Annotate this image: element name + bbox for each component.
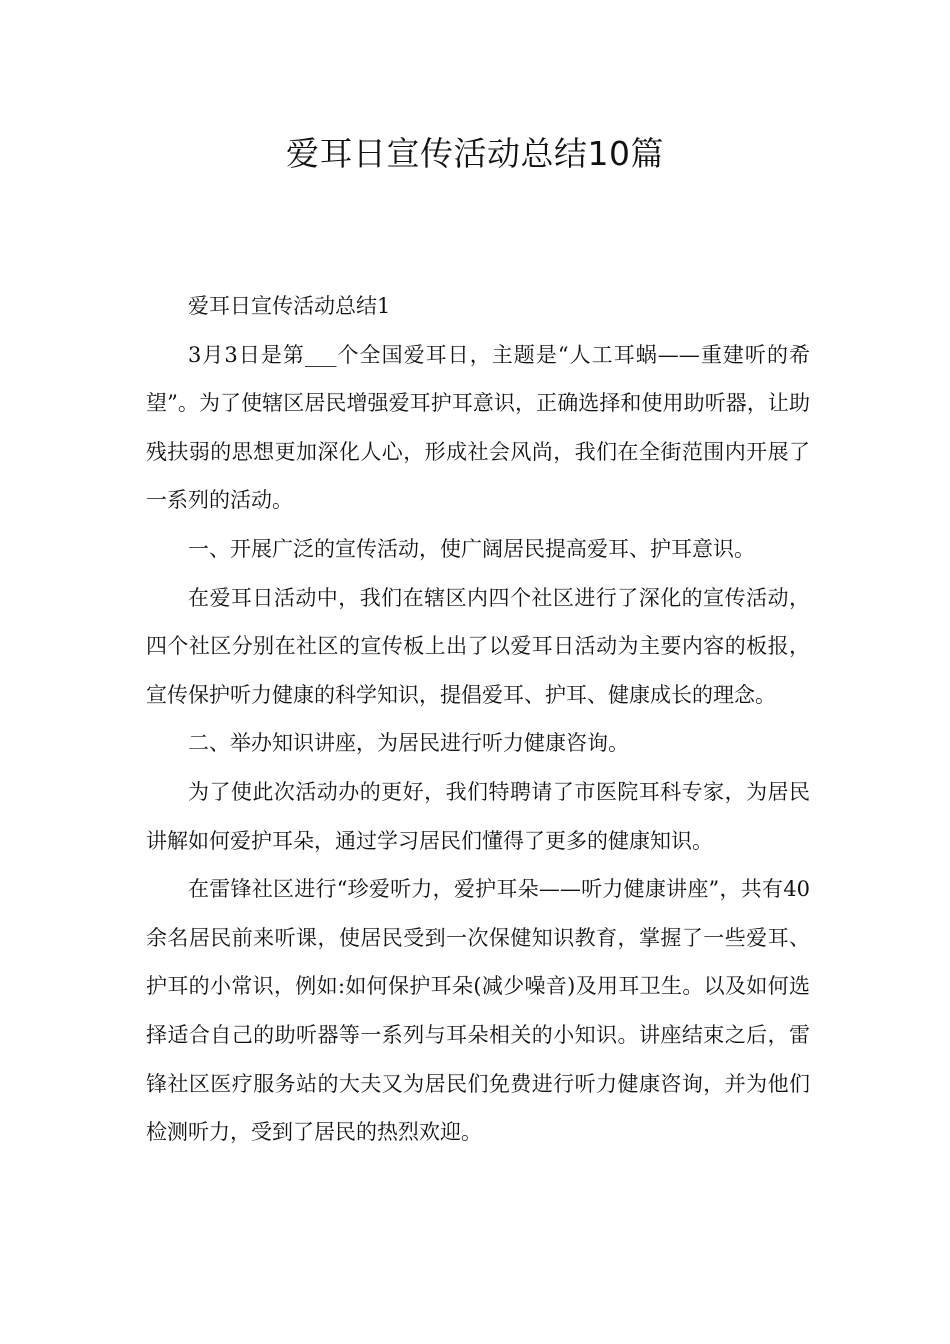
- subheading-publicity: 一、开展广泛的宣传活动，使广阔居民提高爱耳、护耳意识。: [188, 536, 755, 561]
- paragraph-lecture-detail: 在雷锋社区进行“珍爱听力，爱护耳朵——听力健康讲座”，共有40余名居民前来听课，使居民受到一次保健知识教育，掌握了一些爱耳、护耳的小常识，例如:如何保护耳朵(减少噪音)及用耳卫生。以及如何选择适合自己的助听器等一系列与耳朵相关的小知识。讲座结束之后，雷锋社区医疗服务站的大夫又为居民们免费进行听力健康咨询，并为他们检测听力，受到了居民的热烈欢迎。: [146, 877, 810, 1145]
- section-heading-1: 爱耳日宣传活动总结1: [188, 294, 391, 318]
- paragraph-intro: 3月3日是第___个全国爱耳日，主题是“人工耳蜗——重建听的希望”。为了使辖区居民增强爱耳护耳意识，正确选择和使用助听器，让助残扶弱的思想更加深化人心，形成社会风尚，我们在全街范围内开展了一系列的活动。: [146, 342, 810, 513]
- paragraph-publicity: 在爱耳日活动中，我们在辖区内四个社区进行了深化的宣传活动，四个社区分别在社区的宣传板上出了以爱耳日活动为主要内容的板报，宣传保护听力健康的科学知识，提倡爱耳、护耳、健康成长的理念。: [146, 585, 810, 707]
- document-body: [146, 282, 810, 1157]
- document-title: 爱耳日宣传活动总结10篇: [286, 134, 664, 173]
- subheading-lecture: 二、举办知识讲座，为居民进行听力健康咨询。: [188, 731, 629, 756]
- paragraph-lecture: 为了使此次活动办的更好，我们特聘请了市医院耳科专家，为居民讲解如何爱护耳朵，通过学习居民们懂得了更多的健康知识。: [146, 779, 810, 853]
